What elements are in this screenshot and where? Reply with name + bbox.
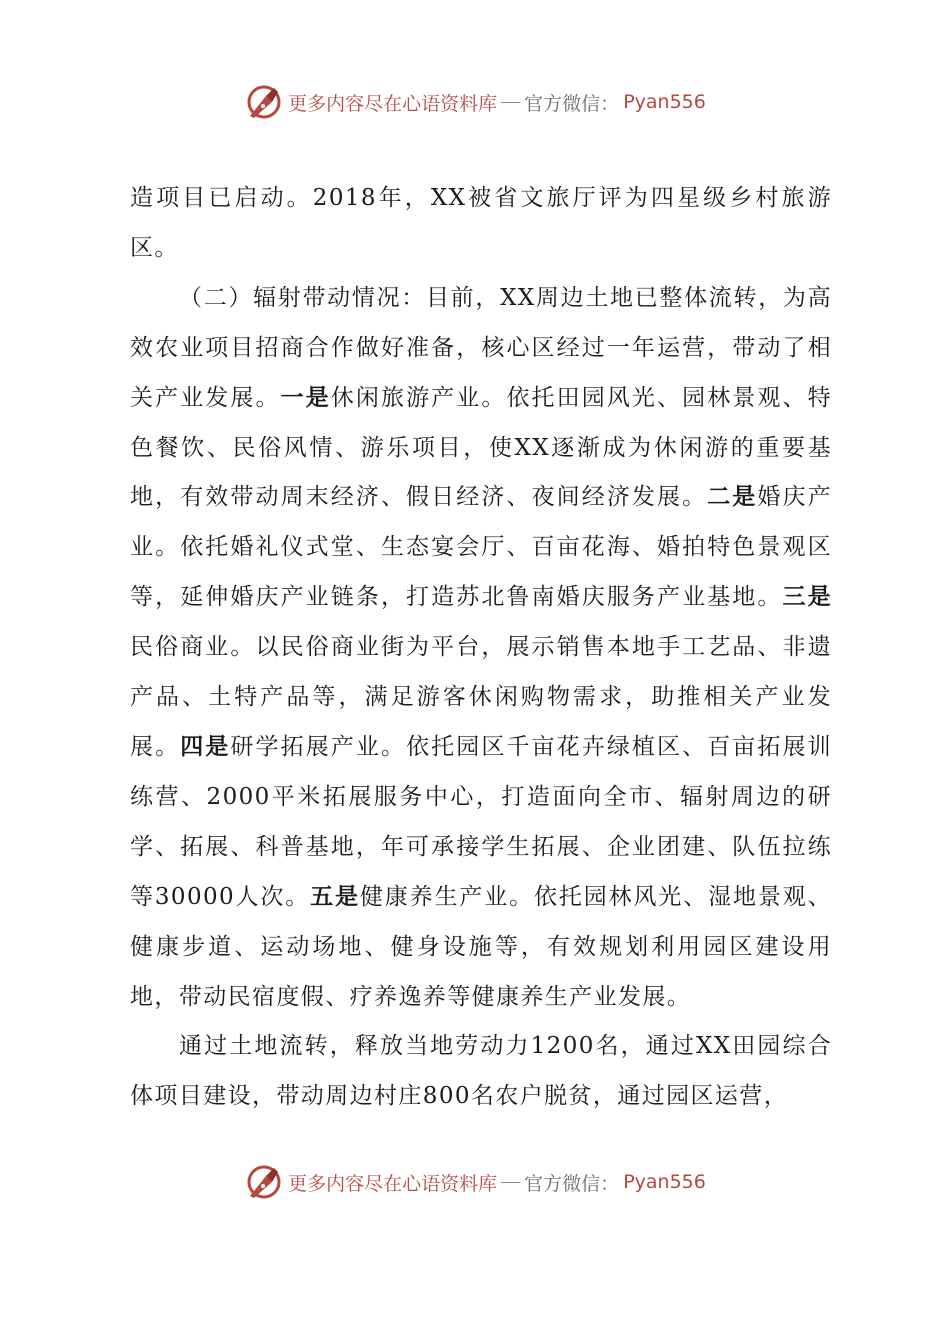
footer-site-text: 更多内容尽在心语资料库 — [288, 1172, 498, 1195]
header-wechat-id: Pyan556 — [623, 91, 706, 113]
point-5-marker: 五是 — [310, 883, 360, 910]
header-dash: — — [501, 91, 521, 112]
point-5-text: 健康养生产业。依托园林风光、湿地景观、健康步道、运动场地、健身设施等，有效规划利用园区建设用地，带动民宿度假、疗养逸养等健康养生产业发展。 — [130, 883, 832, 1010]
footer-wechat-id: Pyan556 — [623, 1171, 706, 1193]
header-banner — [0, 78, 950, 126]
point-3-marker: 三是 — [782, 584, 832, 611]
footer-banner — [0, 1158, 950, 1206]
point-3-text: 民俗商业。以民俗商业街为平台，展示销售本地手工艺品、非遗产品、土特产品等，满足游客休闲购物需求，助推相关产业发展。 — [130, 634, 832, 760]
footer-dash: — — [501, 1171, 521, 1192]
header-banner-content — [244, 82, 706, 122]
point-2-text: 婚庆产业。依托婚礼仪式堂、生态宴会厅、百亩花海、婚拍特色景观区等，延伸婚庆产业链条，打造苏北鲁南婚庆服务产业基地。 — [130, 484, 832, 611]
point-4-text: 研学拓展产业。依托园区千亩花卉绿植区、百亩拓展训练营、2000平米拓展服务中心，打造面向全市、辐射周边的研学、拓展、科普基地，年可承接学生拓展、企业团建、队伍拉练等30000人次。 — [130, 733, 832, 910]
paragraph-2 — [130, 274, 832, 1023]
header-site-text: 更多内容尽在心语资料库 — [288, 92, 498, 115]
pen-nib-icon — [244, 82, 284, 122]
document-body — [130, 174, 832, 1122]
paragraph-2-intro: （二）辐射带动情况：目前，XX周边土地已整体流转，为高效农业项目招商合作做好准备，核心区经过一年运营，带动了相关产业发展。 — [130, 284, 832, 411]
point-2-marker: 二是 — [707, 484, 758, 511]
paragraph-3: 通过土地流转，释放当地劳动力1200名，通过XX田园综合体项目建设，带动周边村庄800名农户脱贫，通过园区运营， — [130, 1033, 832, 1110]
footer-wechat-label: 官方微信： — [524, 1172, 620, 1195]
paragraph-1: 造项目已启动。2018年，XX被省文旅厅评为四星级乡村旅游区。 — [130, 185, 832, 261]
header-wechat-label: 官方微信： — [524, 92, 620, 115]
footer-banner-content — [244, 1162, 706, 1202]
pen-nib-icon — [244, 1162, 284, 1202]
point-1-text: 休闲旅游产业。依托田园风光、园林景观、特色餐饮、民俗风情、游乐项目，使XX逐渐成为休闲游的重要基地，有效带动周末经济、假日经济、夜间经济发展。 — [130, 384, 832, 511]
point-4-marker: 四是 — [180, 733, 231, 760]
point-1-marker: 一是 — [280, 384, 331, 411]
